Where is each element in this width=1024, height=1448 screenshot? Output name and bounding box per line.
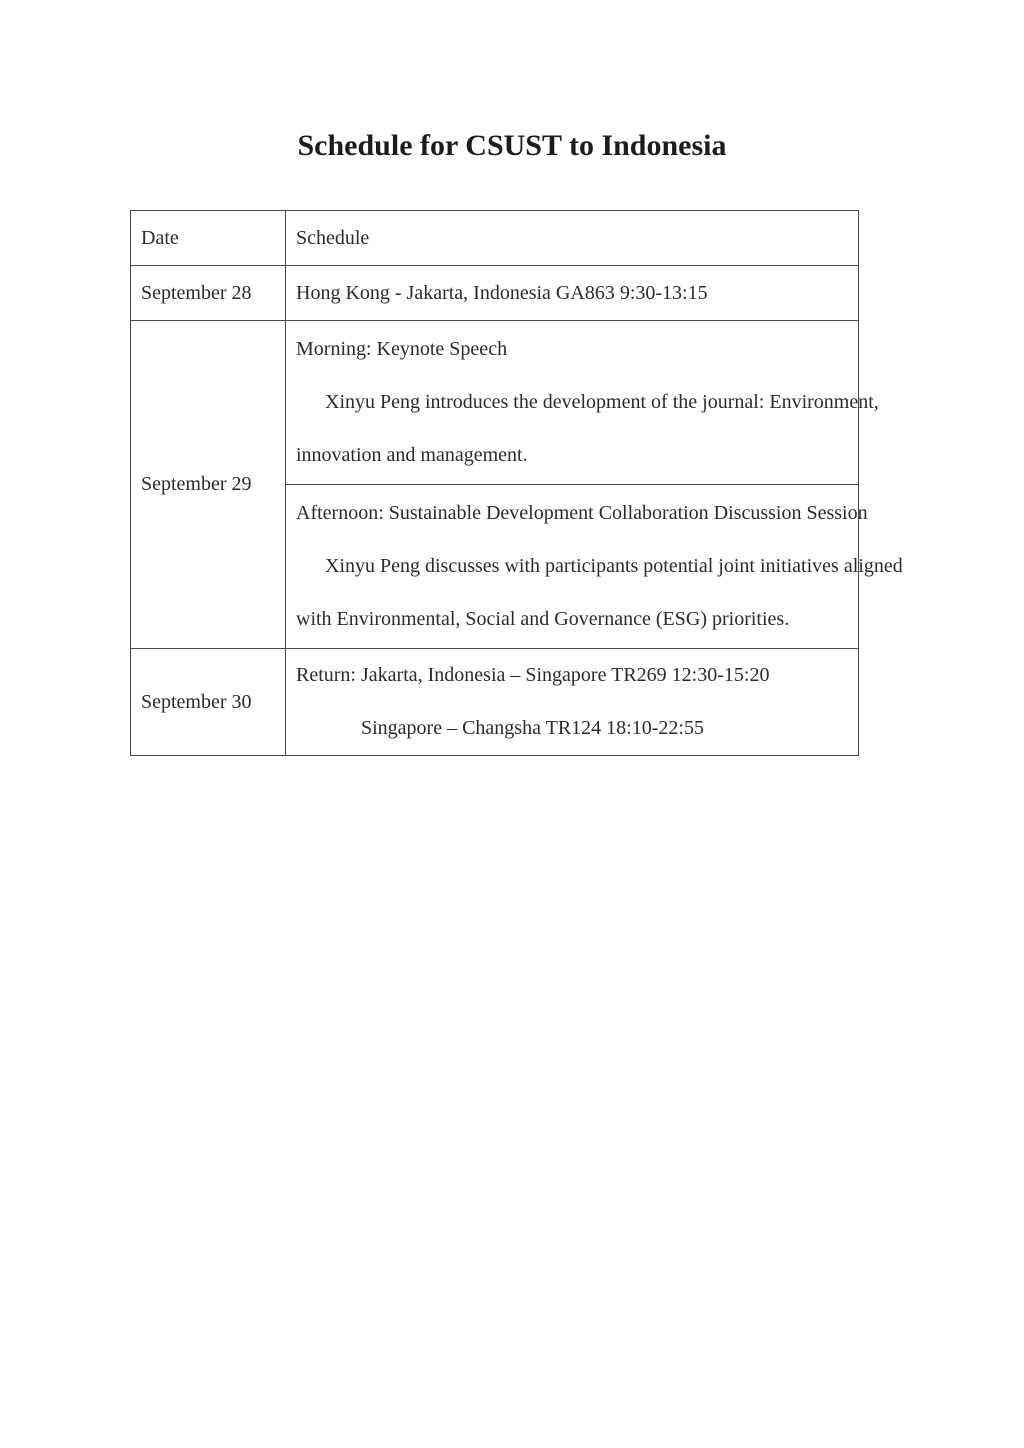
- schedule-line: Afternoon: Sustainable Development Collaboration Discussion Session: [296, 502, 868, 524]
- table-header-row: [131, 211, 859, 266]
- header-date-cell: Date: [131, 211, 286, 266]
- schedule-cell-september-29-morning: [286, 321, 879, 485]
- schedule-line: innovation and management.: [296, 444, 528, 466]
- schedule-cell-september-29-afternoon: [286, 485, 903, 649]
- schedule-line: with Environmental, Social and Governance (ESG) priorities.: [296, 608, 790, 630]
- date-cell-september-28: September 28: [131, 266, 286, 321]
- schedule-cell-september-30: [286, 649, 859, 756]
- table-row-september-28: [131, 266, 859, 321]
- schedule-line: Xinyu Peng introduces the development of the journal: Environment,: [325, 391, 879, 413]
- schedule-line: Return: Jakarta, Indonesia – Singapore TR269 12:30-15:20: [296, 664, 770, 686]
- schedule-table: [130, 210, 903, 756]
- schedule-line: Xinyu Peng discusses with participants potential joint initiatives aligned: [325, 555, 903, 577]
- schedule-line: Hong Kong - Jakarta, Indonesia GA863 9:30-13:15: [296, 281, 708, 304]
- schedule-line: Singapore – Changsha TR124 18:10-22:55: [361, 717, 704, 739]
- header-schedule-cell: Schedule: [286, 211, 859, 266]
- date-cell-september-29: September 29: [131, 321, 286, 649]
- page-title: Schedule for CSUST to Indonesia: [297, 129, 727, 162]
- table-row-september-30: [131, 649, 859, 756]
- schedule-line: Morning: Keynote Speech: [296, 338, 508, 360]
- schedule-cell-september-28: [286, 266, 859, 321]
- table-row-september-29-morning: [131, 321, 859, 485]
- date-cell-september-30: September 30: [131, 649, 286, 756]
